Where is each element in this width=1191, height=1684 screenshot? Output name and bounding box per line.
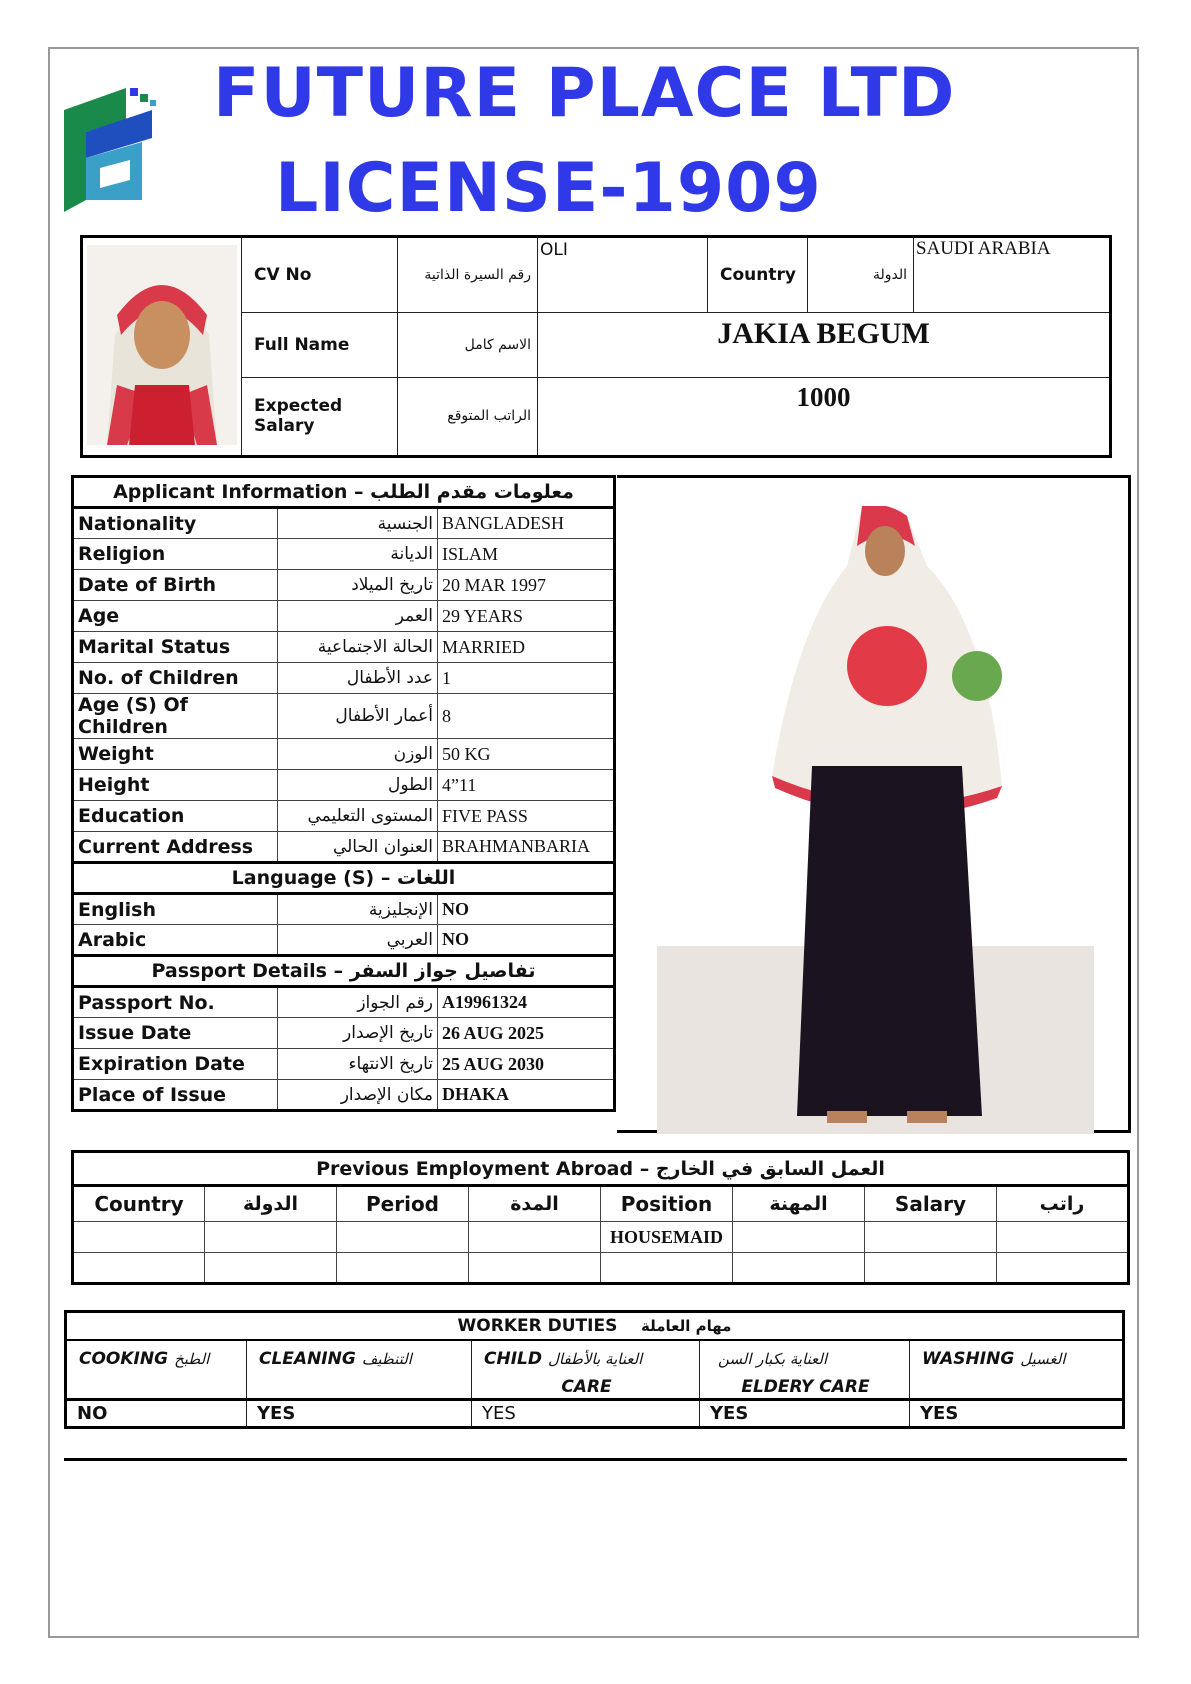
info-label-ar: تاريخ الانتهاء xyxy=(278,1049,438,1080)
country-label-ar: الدولة xyxy=(808,237,914,313)
prev-header-cell: الدولة xyxy=(205,1186,337,1222)
future-place-logo-icon xyxy=(56,80,164,216)
cv-no-label: CV No xyxy=(242,237,398,313)
info-label-ar: أعمار الأطفال xyxy=(278,694,438,739)
info-label: Age (S) Of Children xyxy=(73,694,278,739)
info-label: Education xyxy=(73,801,278,832)
info-value: 29 YEARS xyxy=(438,601,615,632)
prev-header-cell: Country xyxy=(73,1186,205,1222)
info-row xyxy=(73,601,615,632)
info-row xyxy=(73,539,615,570)
table-cell xyxy=(73,1222,205,1253)
info-row xyxy=(73,1049,615,1080)
prev-header-cell: Salary xyxy=(865,1186,997,1222)
previous-employment-title: Previous Employment Abroad – العمل السابق في الخارج xyxy=(73,1152,1129,1186)
info-value: 50 KG xyxy=(438,739,615,770)
info-value: MARRIED xyxy=(438,632,615,663)
prev-header-cell: المهنة xyxy=(733,1186,865,1222)
worker-duties-title-ar: مهام العاملة xyxy=(641,1316,732,1335)
info-value: NO xyxy=(438,925,615,956)
table-cell xyxy=(865,1222,997,1253)
salary-value: 1000 xyxy=(538,377,1111,456)
portrait-photo xyxy=(82,237,242,457)
table-cell xyxy=(73,1253,205,1284)
info-label-ar: العربي xyxy=(278,925,438,956)
info-label: Passport No. xyxy=(73,987,278,1018)
info-row xyxy=(73,694,615,739)
info-label: Religion xyxy=(73,539,278,570)
info-label: Issue Date xyxy=(73,1018,278,1049)
info-row xyxy=(73,632,615,663)
prev-header-cell: Position xyxy=(601,1186,733,1222)
duty-answer: NO xyxy=(66,1400,247,1428)
info-value: BANGLADESH xyxy=(438,508,615,539)
country-value: SAUDI ARABIA xyxy=(914,237,1111,313)
info-label: Nationality xyxy=(73,508,278,539)
info-label-ar: العنوان الحالي xyxy=(278,832,438,863)
full-name-label-ar: الاسم كامل xyxy=(398,313,538,378)
info-label: Age xyxy=(73,601,278,632)
duty-header-cell xyxy=(472,1340,700,1400)
full-body-photo-frame xyxy=(617,475,1131,1133)
info-label: English xyxy=(73,894,278,925)
info-row xyxy=(73,770,615,801)
info-value: BRAHMANBARIA xyxy=(438,832,615,863)
table-cell xyxy=(601,1253,733,1284)
table-cell xyxy=(469,1253,601,1284)
info-row xyxy=(73,663,615,694)
info-label: Height xyxy=(73,770,278,801)
full-name-value: JAKIA BEGUM xyxy=(538,313,1111,378)
duty-label: COOKING xyxy=(79,1348,169,1369)
table-cell xyxy=(337,1222,469,1253)
info-label-ar: الطول xyxy=(278,770,438,801)
info-label: No. of Children xyxy=(73,663,278,694)
table-row xyxy=(73,1222,1129,1253)
info-label-ar: مكان الإصدار xyxy=(278,1080,438,1111)
info-row xyxy=(73,925,615,956)
info-value: 20 MAR 1997 xyxy=(438,570,615,601)
info-row xyxy=(73,894,615,925)
info-row xyxy=(73,1080,615,1111)
brand-name: FUTURE PLACE LTD xyxy=(213,54,956,133)
headshot-image xyxy=(87,245,237,445)
info-value: 8 xyxy=(438,694,615,739)
info-value: 4”11 xyxy=(438,770,615,801)
info-label-ar: تاريخ الميلاد xyxy=(278,570,438,601)
info-value: DHAKA xyxy=(438,1080,615,1111)
info-row xyxy=(73,832,615,863)
table-cell xyxy=(205,1253,337,1284)
info-label-ar: عدد الأطفال xyxy=(278,663,438,694)
duty-label: WASHING xyxy=(922,1348,1015,1369)
duty-answer: YES xyxy=(472,1400,700,1428)
cv-no-value: OLI xyxy=(538,237,708,313)
duty-answer: YES xyxy=(247,1400,472,1428)
duty-label-ar: التنظيف xyxy=(361,1349,412,1368)
worker-duties-table xyxy=(64,1310,1125,1429)
duty-answer: YES xyxy=(910,1400,1124,1428)
info-label-ar: الحالة الاجتماعية xyxy=(278,632,438,663)
prev-header-cell: المدة xyxy=(469,1186,601,1222)
info-label-ar: المستوى التعليمي xyxy=(278,801,438,832)
languages-title: Language (S) – اللغات xyxy=(73,863,615,894)
info-row xyxy=(73,801,615,832)
info-label-ar: رقم الجواز xyxy=(278,987,438,1018)
info-row xyxy=(73,570,615,601)
info-label-ar: الجنسية xyxy=(278,508,438,539)
info-label-ar: الوزن xyxy=(278,739,438,770)
worker-duties-title xyxy=(66,1312,1124,1340)
info-row xyxy=(73,739,615,770)
worker-duties-title-en: WORKER DUTIES xyxy=(457,1315,618,1336)
duty-header-cell xyxy=(247,1340,472,1400)
duty-label-ar: الطبخ xyxy=(174,1349,210,1368)
info-value: 26 AUG 2025 xyxy=(438,1018,615,1049)
full-body-photo xyxy=(657,506,1094,1134)
info-label: Expiration Date xyxy=(73,1049,278,1080)
info-label-ar: الإنجليزية xyxy=(278,894,438,925)
info-row xyxy=(73,1018,615,1049)
info-label: Arabic xyxy=(73,925,278,956)
info-value: FIVE PASS xyxy=(438,801,615,832)
summary-table xyxy=(80,235,1112,458)
info-label: Marital Status xyxy=(73,632,278,663)
info-value: NO xyxy=(438,894,615,925)
info-label: Place of Issue xyxy=(73,1080,278,1111)
info-row xyxy=(73,987,615,1018)
table-row xyxy=(73,1253,1129,1284)
table-cell xyxy=(733,1253,865,1284)
passport-title: Passport Details – تفاصيل جواز السفر xyxy=(73,956,615,987)
salary-label-ar: الراتب المتوقع xyxy=(398,377,538,456)
table-cell: HOUSEMAID xyxy=(601,1222,733,1253)
table-cell xyxy=(997,1222,1129,1253)
license-number: LICENSE-1909 xyxy=(275,149,822,228)
info-value: ISLAM xyxy=(438,539,615,570)
duty-answer: YES xyxy=(700,1400,910,1428)
duty-label-ar: العناية بالأطفال xyxy=(547,1349,643,1368)
table-cell xyxy=(997,1253,1129,1284)
info-value: 25 AUG 2030 xyxy=(438,1049,615,1080)
info-label: Date of Birth xyxy=(73,570,278,601)
info-label: Weight xyxy=(73,739,278,770)
cv-no-label-ar: رقم السيرة الذاتية xyxy=(398,237,538,313)
duty-header-cell xyxy=(910,1340,1124,1400)
applicant-info-title: Applicant Information – معلومات مقدم الطلب xyxy=(73,477,615,508)
duty-label-2: CARE xyxy=(561,1376,612,1397)
duty-header-cell xyxy=(700,1340,910,1400)
prev-header-cell: راتب xyxy=(997,1186,1129,1222)
info-row xyxy=(73,508,615,539)
duty-label-2: ELDERY CARE xyxy=(741,1376,870,1397)
table-cell xyxy=(205,1222,337,1253)
info-label-ar: تاريخ الإصدار xyxy=(278,1018,438,1049)
info-label: Current Address xyxy=(73,832,278,863)
duty-label-ar: الغسيل xyxy=(1020,1349,1066,1368)
prev-header-cell: Period xyxy=(337,1186,469,1222)
info-label-ar: الديانة xyxy=(278,539,438,570)
salary-label: Expected Salary xyxy=(242,377,398,456)
bottom-rule xyxy=(64,1458,1127,1461)
table-cell xyxy=(865,1253,997,1284)
applicant-info-table xyxy=(71,475,616,1112)
info-value: 1 xyxy=(438,663,615,694)
info-label-ar: العمر xyxy=(278,601,438,632)
duty-label-ar: العناية بكبار السن xyxy=(718,1349,828,1368)
country-label: Country xyxy=(708,237,808,313)
table-cell xyxy=(469,1222,601,1253)
table-cell xyxy=(337,1253,469,1284)
duty-header-cell xyxy=(66,1340,247,1400)
duty-label: CHILD xyxy=(484,1348,542,1369)
full-name-label: Full Name xyxy=(242,313,398,378)
info-value: A19961324 xyxy=(438,987,615,1018)
duty-label: CLEANING xyxy=(259,1348,356,1369)
previous-employment-table xyxy=(71,1150,1130,1285)
table-cell xyxy=(733,1222,865,1253)
